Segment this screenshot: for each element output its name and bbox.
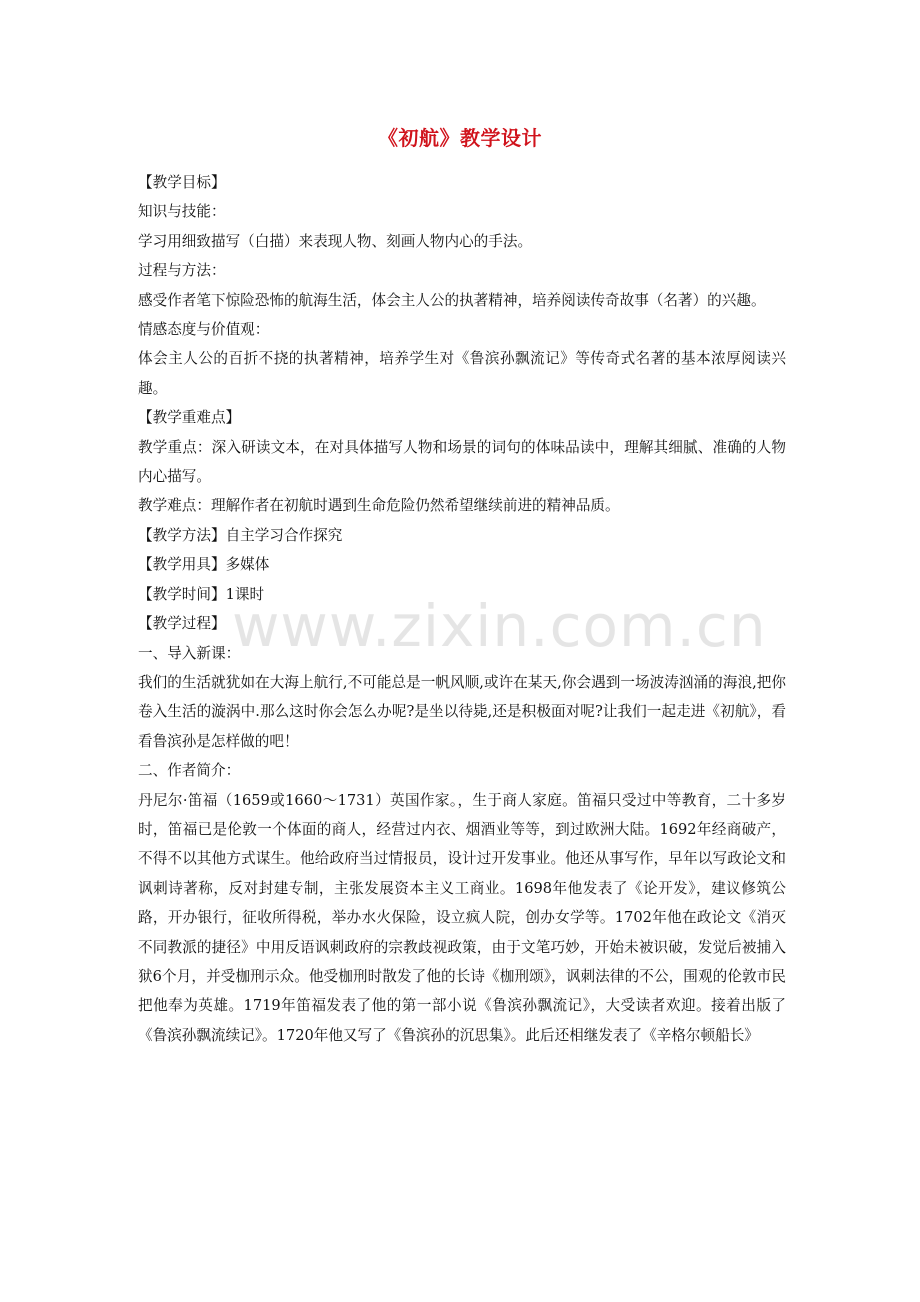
subheading-author-bio: 二、作者简介： xyxy=(138,762,241,780)
paragraph: 丹尼尔·笛福（1659或1660～1731）英国作家。，生于商人家庭。笛福只受过中等教育，二十多岁时，笛福已是伦敦一个体面的商人，经营过内衣、烟酒业等等，到过欧洲大陆。1692年经商破产，不得不以其他方式谋生。他给政府当过情报员，设计过开发事业。他还从事写作，早年以写政论文和讽刺诗著称，反对封建专制，主张发展资本主义工商业。1698年他发表了《论开发》，建议修筑公路，开办银行，征收所得税，举办水火保险，设立疯人院，创办女学等。1702年他在政论文《消灭不同教派的捷径》中用反语讽刺政府的宗教歧视政策，由于文笔巧妙，开始未被识破，发觉后被捕入狱6个月，并受枷刑示众。他受枷刑时散发了他的长诗《枷刑颂》，讽刺法律的不公，围观的伦敦市民把他奉为英雄。1719年笛福发表了他的第一部小说《鲁滨孙飘流记》，大受读者欢迎。接着出版了《鲁滨孙飘流续记》。1720年他又写了《鲁滨孙的沉思集》。此后还相继发表了《辛格尔顿船长》 xyxy=(138,791,786,1044)
document-title: 《初航》教学设计 xyxy=(378,126,542,150)
section-heading-tools: 【教学用具】多媒体 xyxy=(138,556,270,574)
subheading-emotion-values: 情感态度与价值观： xyxy=(138,321,270,339)
paragraph: 学习用细致描写（白描）来表现人物、刻画人物内心的手法。 xyxy=(138,232,533,250)
section-heading-time: 【教学时间】1课时 xyxy=(138,585,265,603)
section-heading-objectives: 【教学目标】 xyxy=(138,174,226,191)
paragraph: 体会主人公的百折不挠的执著精神，培养学生对《鲁滨孙飘流记》等传奇式名著的基本浓厚阅读兴趣。 xyxy=(138,350,786,397)
document-body xyxy=(138,168,786,1050)
section-heading-method: 【教学方法】自主学习合作探究 xyxy=(138,526,343,544)
section-heading-key-points: 【教学重难点】 xyxy=(138,409,241,427)
subheading-process-method: 过程与方法： xyxy=(138,262,226,280)
subheading-knowledge-skills: 知识与技能： xyxy=(138,203,226,221)
paragraph: 感受作者笔下惊险恐怖的航海生活，体会主人公的执著精神，培养阅读传奇故事（名著）的兴趣。 xyxy=(138,291,766,309)
subheading-introduction: 一、导入新课： xyxy=(138,644,241,662)
paragraph: 我们的生活就犹如在大海上航行,不可能总是一帆风顺,或许在某天,你会遇到一场波涛汹涌的海浪,把你卷入生活的漩涡中.那么这时你会怎么办呢?是坐以待毙,还是积极面对呢?让我们一起走进《初航》，看看鲁滨孙是怎样做的吧！ xyxy=(138,673,786,750)
section-heading-process: 【教学过程】 xyxy=(138,615,226,633)
watermark: www.zixin.com.cn xyxy=(232,592,767,660)
paragraph: 教学难点：理解作者在初航时遇到生命危险仍然希望继续前进的精神品质。 xyxy=(138,497,620,515)
paragraph: 教学重点：深入研读文本，在对具体描写人物和场景的词句的体味品读中，理解其细腻、准确的人物内心描写。 xyxy=(138,438,786,486)
